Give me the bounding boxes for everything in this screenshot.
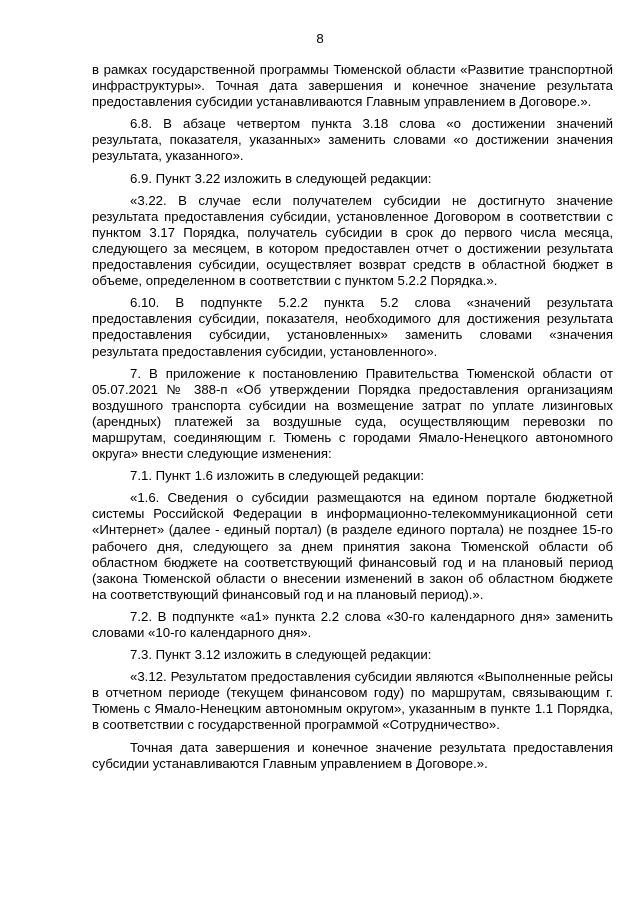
paragraph-7-2: 7.2. В подпункте «а1» пункта 2.2 слова «30-го календарного дня» заменить словами «10-го календарного дня». <box>92 608 613 640</box>
paragraph-3-12-text: «3.12. Результатом предоставления субсидии являются «Выполненные рейсы в отчетном периоде (текущем финансовом году) по маршрутам, связывающим г. Тюмень с Ямало-Ненецким автономным округом», указанным в пункте 1.1 Порядка, в соответствии с государственной программой «Сотрудничество». <box>92 669 613 733</box>
page-number: 8 <box>316 31 324 46</box>
paragraph-3-22-text: «3.22. В случае если получателем субсидии не достигнуто значение результата предоставления субсидии, установленное Договором в соответствии с пунктом 3.17 Порядка, получатель субсидии в срок до первого числа месяца, следующего за месяцем, в котором предоставлен отчет о достижении результата предоставления субсидии, осуществляет возврат средств в областной бюджет в объеме, определенном в соответствии с пунктом 5.2.2 Порядка.». <box>92 192 613 289</box>
paragraph-6-9: 6.9. Пункт 3.22 изложить в следующей редакции: <box>130 170 432 186</box>
paragraph-6-10: 6.10. В подпункте 5.2.2 пункта 5.2 слова «значений результата предоставления субсидии, показателя, необходимого для достижения результата предоставления субсидии, установленных» заменить словами «значения результата предоставления субсидии, установленного». <box>92 295 613 359</box>
paragraph-7-3: 7.3. Пункт 3.12 изложить в следующей редакции: <box>130 647 432 663</box>
paragraph-1-6-text: «1.6. Сведения о субсидии размещаются на едином портале бюджетной системы Российской Федерации в информационно-телекоммуникационной сети «Интернет» (далее - единый портал) (в разделе единого портала) не позднее 15-го рабочего дня, следующего за днем принятия закона Тюменской области об областном бюджете на соответствующий финансовый год и на плановый период (закона Тюменской области о внесении изменений в закон об областном бюджете на соответствующий финансовый год и на плановый период).». <box>92 490 613 602</box>
paragraph-7-1: 7.1. Пункт 1.6 изложить в следующей редакции: <box>130 468 425 484</box>
paragraph-6-8: 6.8. В абзаце четвертом пункта 3.18 слова «о достижении значений результата, показателя, указанных» заменить словами «о достижении значения результата, указанного». <box>92 116 613 164</box>
paragraph-closing: Точная дата завершения и конечное значение результата предоставления субсидии устанавливаются Главным управлением в Договоре.». <box>92 739 613 771</box>
paragraph-continuation: в рамках государственной программы Тюменской области «Развитие транспортной инфраструктуры». Точная дата завершения и конечное значение результата предоставления субсидии устанавливаются Главным управлением в Договоре.». <box>92 62 613 110</box>
paragraph-7: 7. В приложение к постановлению Правительства Тюменской области от 05.07.2021 № 388-п «Об утверждении Порядка предоставления организациям воздушного транспорта субсидии на возмещение затрат по уплате лизинговых (арендных) платежей за воздушные суда, осуществляющим перевозки по маршрутам, соединяющим г. Тюмень с городами Ямало-Ненецкого автономного округа» внести следующие изменения: <box>92 365 613 462</box>
document-body <box>92 62 613 778</box>
